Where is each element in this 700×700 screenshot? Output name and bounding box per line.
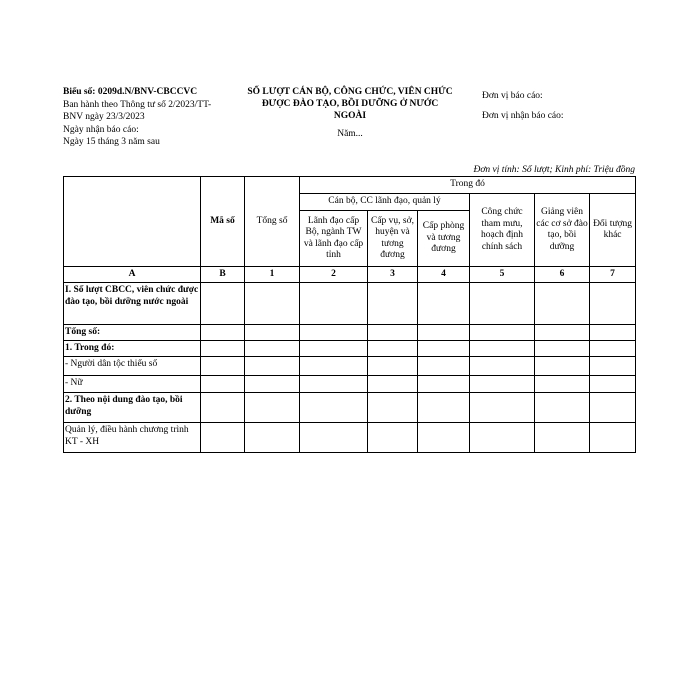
cell <box>418 376 470 393</box>
col-code: B <box>201 267 245 283</box>
header-leaders-group: Cán bộ, CC lãnh đạo, quản lý <box>300 194 470 211</box>
header-lecturer: Giảng viên các cơ sở đào tạo, bồi dưỡng <box>535 194 590 267</box>
row-label: - Người dân tộc thiểu số <box>64 357 201 376</box>
col-code: 6 <box>535 267 590 283</box>
cell <box>201 376 245 393</box>
cell <box>535 357 590 376</box>
cell <box>368 393 418 423</box>
cell <box>418 393 470 423</box>
cell <box>300 341 368 357</box>
cell <box>418 341 470 357</box>
cell <box>470 283 535 325</box>
header-code: Mã số <box>201 177 245 267</box>
header-other: Đối tượng khác <box>590 194 636 267</box>
header-of-which: Trong đó <box>300 177 636 194</box>
cell <box>418 325 470 341</box>
cell <box>245 325 300 341</box>
unit-info <box>482 86 632 126</box>
cell <box>201 423 245 453</box>
cell <box>590 423 636 453</box>
cell <box>470 393 535 423</box>
reporting-unit: Đơn vị báo cáo: <box>482 91 543 101</box>
cell <box>590 283 636 325</box>
table-row <box>64 393 636 423</box>
cell <box>470 376 535 393</box>
row-label: Tổng số: <box>64 325 201 341</box>
table-row <box>64 357 636 376</box>
cell <box>368 325 418 341</box>
cell <box>201 393 245 423</box>
receiving-unit: Đơn vị nhận báo cáo: <box>482 111 564 121</box>
form-code: Biểu số: 0209d.N/BNV-CBCCVC <box>63 87 198 97</box>
col-code: A <box>64 267 201 283</box>
col-code: 7 <box>590 267 636 283</box>
col-code: 1 <box>245 267 300 283</box>
cell <box>245 376 300 393</box>
header-blank <box>64 177 201 267</box>
table-row <box>64 341 636 357</box>
receive-date-value: Ngày 15 tháng 3 năm sau <box>63 137 160 147</box>
cell <box>368 283 418 325</box>
receive-date-label: Ngày nhận báo cáo: <box>63 124 139 135</box>
cell <box>535 325 590 341</box>
col-code: 3 <box>368 267 418 283</box>
page-title: SỐ LƯỢT CÁN BỘ, CÔNG CHỨC, VIÊN CHỨC ĐƯỢC ĐÀO TẠO, BỒI DƯỠNG Ở NƯỚC NGOÀI <box>247 87 453 121</box>
header-leaders: Lãnh đạo cấp Bộ, ngành TW và lãnh đạo cấp tỉnh <box>300 211 368 267</box>
cell <box>245 393 300 423</box>
cell <box>300 357 368 376</box>
cell <box>470 423 535 453</box>
cell <box>535 341 590 357</box>
cell <box>470 341 535 357</box>
header-advisory: Công chức tham mưu, hoạch định chính sách <box>470 194 535 267</box>
header-dept: Cấp vụ, sở, huyện và tương đương <box>368 211 418 267</box>
cell <box>245 357 300 376</box>
cell <box>418 283 470 325</box>
unit-note: Đơn vị tính: Số lượt; Kinh phí: Triệu đồng <box>473 165 635 175</box>
col-code: 5 <box>470 267 535 283</box>
cell <box>245 341 300 357</box>
cell <box>418 423 470 453</box>
cell <box>368 376 418 393</box>
row-label: 2. Theo nội dung đào tạo, bồi dưỡng <box>64 393 201 423</box>
col-code: 4 <box>418 267 470 283</box>
row-label: 1. Trong đó: <box>64 341 201 357</box>
cell <box>590 357 636 376</box>
cell <box>590 325 636 341</box>
year-label: Năm... <box>337 129 363 139</box>
row-label: - Nữ <box>64 376 201 393</box>
cell <box>300 423 368 453</box>
issued-by: Ban hành theo Thông tư số 2/2023/TT-BNV ngày 23/3/2023 <box>63 99 212 122</box>
table-row <box>64 376 636 393</box>
report-table <box>63 176 636 453</box>
cell <box>201 357 245 376</box>
table-row <box>64 283 636 325</box>
form-info <box>63 86 223 149</box>
cell <box>245 423 300 453</box>
cell <box>418 357 470 376</box>
cell <box>368 341 418 357</box>
cell <box>201 325 245 341</box>
cell <box>535 423 590 453</box>
cell <box>300 393 368 423</box>
cell <box>535 283 590 325</box>
cell <box>590 376 636 393</box>
row-label: Quản lý, điều hành chương trình KT - XH <box>64 423 201 453</box>
cell <box>245 283 300 325</box>
cell <box>535 393 590 423</box>
cell <box>535 376 590 393</box>
cell <box>470 325 535 341</box>
cell <box>590 393 636 423</box>
table-row <box>64 423 636 453</box>
cell <box>590 341 636 357</box>
header-office: Cấp phòng và tương đương <box>418 211 470 267</box>
header-total: Tổng số <box>245 177 300 267</box>
cell <box>368 423 418 453</box>
cell <box>470 357 535 376</box>
cell <box>300 325 368 341</box>
row-label: I. Số lượt CBCC, viên chức được đào tạo, bồi dưỡng nước ngoài <box>64 283 201 325</box>
cell <box>300 376 368 393</box>
column-code-row <box>64 267 636 283</box>
cell <box>201 341 245 357</box>
cell <box>201 283 245 325</box>
cell <box>300 283 368 325</box>
col-code: 2 <box>300 267 368 283</box>
table-row <box>64 325 636 341</box>
cell <box>368 357 418 376</box>
